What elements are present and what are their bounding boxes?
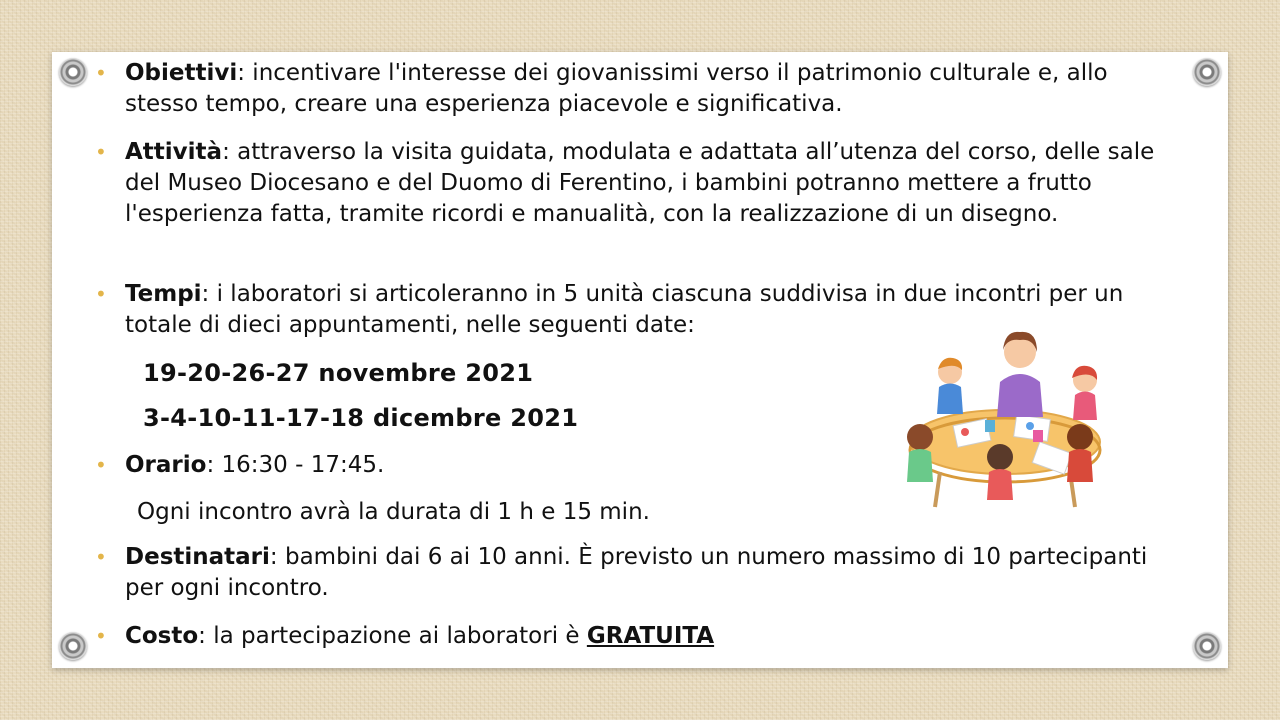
bullet-costo — [125, 621, 1185, 652]
date-december: 3-4-10-11-17-18 dicembre 2021 — [143, 404, 579, 432]
children-drawing-at-table-icon — [895, 322, 1125, 517]
label-costo: Costo — [125, 623, 199, 649]
text-tempi: : i laboratori si articoleranno in 5 unità ciascuna suddivisa in due incontri per un totale di dieci appuntamenti, nelle seguenti date: — [125, 281, 1124, 338]
bullet-destinatari — [125, 542, 1185, 604]
date-november: 19-20-26-27 novembre 2021 — [143, 359, 534, 387]
label-orario: Orario — [125, 452, 207, 478]
text-obiettivi: : incentivare l'interesse dei giovanissimi verso il patrimonio culturale e, allo stesso tempo, creare una esperienza piacevole e significativa. — [125, 60, 1108, 117]
label-tempi: Tempi — [125, 281, 202, 307]
bullet-attivita — [125, 137, 1185, 230]
costo-emphasis: GRATUITA — [586, 623, 715, 649]
text-costo: : la partecipazione ai laboratori è — [198, 623, 587, 649]
label-obiettivi: Obiettivi — [125, 60, 238, 86]
label-attivita: Attività — [125, 139, 223, 165]
text-attivita: : attraverso la visita guidata, modulata e adattata all’utenza del corso, delle sale del Museo Diocesano e del Duomo di Ferentino, i bambini potranno mettere a frutto l'esperienza fatta, tramite ricordi e manualità, con la realizzazione di un disegno. — [125, 139, 1155, 227]
text-orario: : 16:30 - 17:45. — [206, 452, 385, 478]
text-destinatari: : bambini dai 6 ai 10 anni. È previsto un numero massimo di 10 partecipanti per ogni incontro. — [125, 544, 1148, 601]
orario-note: Ogni incontro avrà la durata di 1 h e 15 min. — [137, 499, 650, 525]
label-destinatari: Destinatari — [125, 544, 270, 570]
bullet-obiettivi — [125, 58, 1185, 120]
